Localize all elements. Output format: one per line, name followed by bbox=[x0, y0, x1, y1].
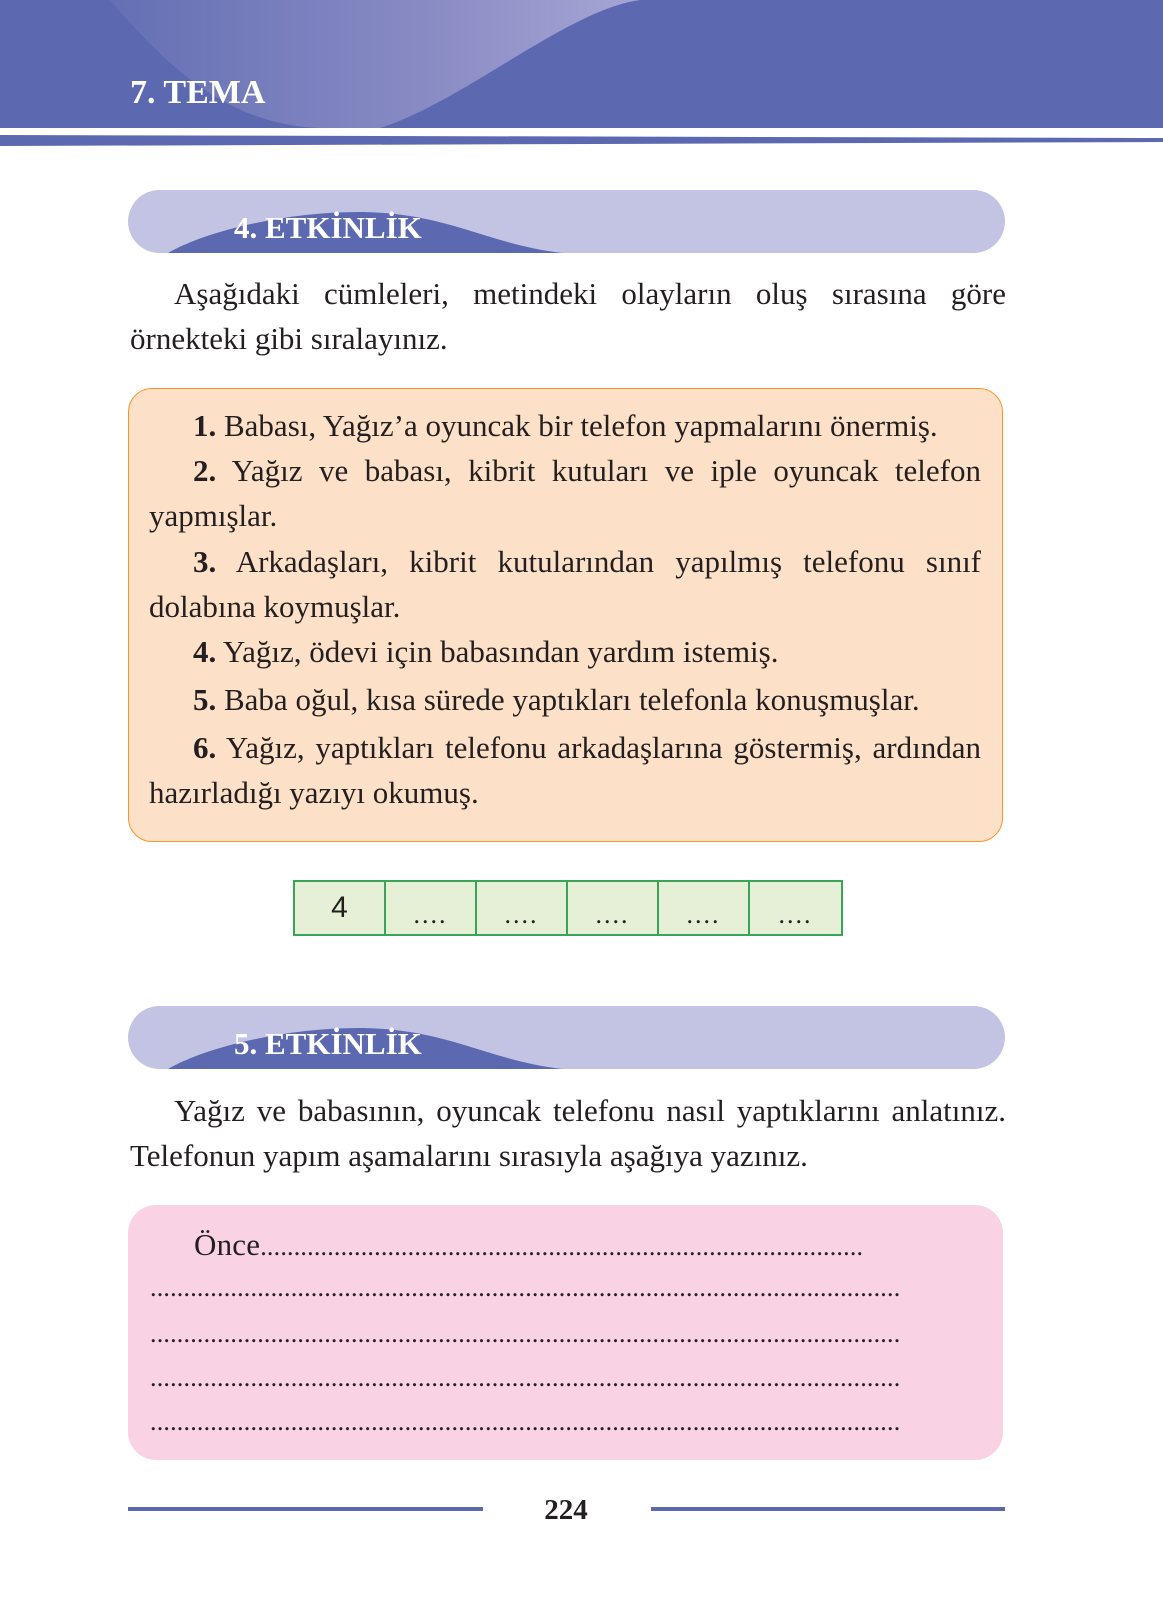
event-number: 5. bbox=[193, 682, 217, 717]
sequence-cell-2[interactable]: .... bbox=[386, 882, 477, 934]
activity4-instruction bbox=[130, 271, 1006, 361]
activity5-instruction bbox=[130, 1088, 1006, 1178]
page-number: 224 bbox=[544, 1494, 588, 1526]
page-header bbox=[0, 0, 1163, 160]
event-number: 6. bbox=[193, 730, 217, 765]
writing-line-2[interactable]: ................................................................................................................ bbox=[150, 1273, 901, 1302]
sequence-cell-3[interactable]: .... bbox=[477, 882, 568, 934]
event-text: Babası, Yağız’a oyuncak bir telefon yapmalarını önermiş. bbox=[224, 408, 938, 443]
theme-title: 7. TEMA bbox=[130, 74, 266, 111]
sequence-cell-4[interactable]: .... bbox=[568, 882, 659, 934]
header-underline-stripe bbox=[0, 0, 1163, 160]
event-item-4 bbox=[149, 629, 981, 674]
sequence-cell-1: 4 bbox=[295, 882, 386, 934]
event-number: 1. bbox=[193, 408, 217, 443]
dotted-line: .......................................................................................... bbox=[260, 1232, 864, 1261]
activity4-title: 4. ETKİNLİK bbox=[234, 210, 422, 245]
event-item-3 bbox=[149, 539, 981, 629]
writing-line-4[interactable]: ................................................................................................................ bbox=[150, 1363, 901, 1392]
footer-rule-left bbox=[128, 1507, 483, 1511]
activity5-title: 5. ETKİNLİK bbox=[234, 1026, 422, 1061]
event-item-5 bbox=[149, 677, 981, 722]
first-word-label: Önce bbox=[194, 1227, 261, 1262]
footer-rule-right bbox=[651, 1507, 1005, 1511]
event-text: Yağız, yaptıkları telefonu arkadaşlarına göstermiş, ardından hazırladığı yazıyı okumuş. bbox=[149, 730, 981, 810]
activity4-banner bbox=[128, 190, 1005, 253]
event-text: Yağız ve babası, kibrit kutuları ve iple oyuncak telefon yapmışlar. bbox=[149, 453, 981, 533]
writing-area-box bbox=[128, 1205, 1003, 1460]
event-text: Yağız, ödevi için babasından yardım istemiş. bbox=[222, 634, 779, 669]
writing-line-3[interactable]: ................................................................................................................ bbox=[150, 1319, 901, 1348]
activity5-banner bbox=[128, 1006, 1005, 1069]
sequence-cell-5[interactable]: .... bbox=[659, 882, 750, 934]
sequence-answer-table bbox=[293, 880, 843, 936]
event-number: 4. bbox=[193, 634, 217, 669]
event-text: Arkadaşları, kibrit kutularından yapılmış telefonu sınıf dolabına koymuşlar. bbox=[149, 544, 981, 624]
event-text: Baba oğul, kısa sürede yaptıkları telefonla konuşmuşlar. bbox=[224, 682, 920, 717]
event-number: 3. bbox=[193, 544, 217, 579]
activity4-instruction-text: Aşağıdaki cümleleri, metindeki olayların oluş sırasına göre örnekteki gibi sıralayınız. bbox=[130, 276, 1006, 356]
events-list-box bbox=[128, 388, 1003, 842]
event-item-2 bbox=[149, 448, 981, 538]
event-item-6 bbox=[149, 725, 981, 815]
sequence-cell-6[interactable]: .... bbox=[750, 882, 841, 934]
writing-line-5[interactable]: ................................................................................................................ bbox=[150, 1407, 901, 1436]
activity5-instruction-text: Yağız ve babasının, oyuncak telefonu nasıl yaptıklarını anlatınız. Telefonun yapım aşamalarını sırasıyla aşağıya yazınız. bbox=[130, 1093, 1006, 1173]
writing-line-1[interactable] bbox=[150, 1227, 980, 1263]
event-item-1 bbox=[149, 403, 981, 448]
event-number: 2. bbox=[193, 453, 217, 488]
